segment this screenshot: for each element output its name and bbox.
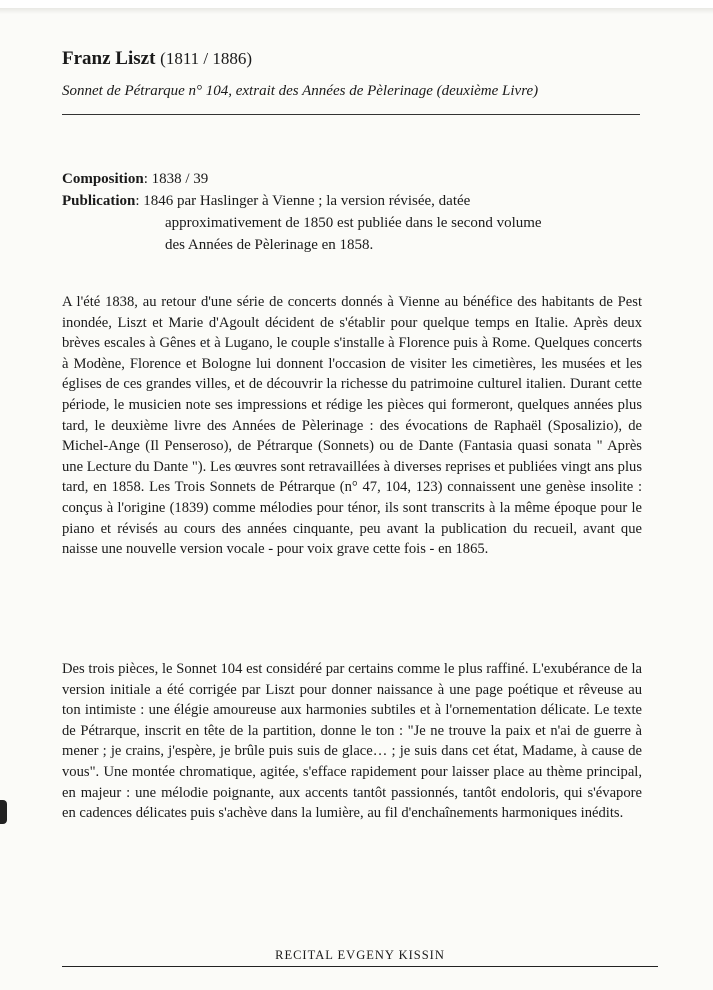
composition-row xyxy=(62,168,622,190)
body-paragraph-2: Des trois pièces, le Sonnet 104 est considéré par certains comme le plus raffiné. L'exubérance de la version initiale a été corrigée par Liszt pour donner naissance à une page poétique et rêveuse au ton intimiste : une élégie amoureuse aux harmonies subtiles et à l'ornementation délicate. Le texte de Pétrarque, inscrit en tête de la partition, donne le ton : "Je ne trouve la paix et n'ai de guerre à mener ; je crains, j'espère, je brûle puis suis de glace… ; je suis dans cet état, Madame, à cause de vous". Une montée chromatique, agitée, s'efface rapidement pour laisser place au thème principal, en majeur : une mélodie poignante, aux accents tantôt passionnés, tantôt endoloris, qui s'évapore en cadences délicates puis s'achève dans la lumière, au fil d'enchaînements harmoniques inédits. xyxy=(62,661,642,822)
header-divider xyxy=(62,114,640,115)
document-header xyxy=(62,46,640,115)
scan-margin-mark xyxy=(0,800,7,824)
composition-label: Composition xyxy=(62,171,144,187)
composer-name: Franz Liszt xyxy=(62,48,156,69)
composer-dates: (1811 / 1886) xyxy=(160,49,253,68)
publication-label: Publication xyxy=(62,193,136,209)
composition-value: : 1838 / 39 xyxy=(143,171,209,187)
body-paragraph-1: A l'été 1838, au retour d'une série de concerts donnés à Vienne au bénéfice des habitants de Pest inondée, Liszt et Marie d'Agoult décident de s'établir pour quelque temps en Italie. Après deux brèves escales à Gênes et à Lugano, le couple s'installe à Florence puis à Rome. Quelques concerts à Modène, Florence et Bologne lui donnent l'occasion de visiter les cimetières, les musées et les églises de ces grandes villes, et de découvrir la richesse du patrimoine culturel italien. Durant cette période, le musicien note ses impressions et rédige les pièces qui formeront, quelques années plus tard, le deuxième livre des Années de Pèlerinage : des évocations de Raphaël (Sposalizio), de Michel-Ange (Il Penseroso), de Pétrarque (Sonnets) ou de Dante (Fantasia quasi sonata " Après une Lecture du Dante "). Les œuvres sont retravaillées à diverses reprises et publiées vingt ans plus tard, en 1858. Les Trois Sonnets de Pétrarque (n° 47, 104, 123) connaissent une genèse insolite : conçus à l'origine (1839) comme mélodies pour ténor, ils sont transcrits à la même époque pour le piano et révisés au cours des années cinquante, peu avant la publication du recueil, avant que naisse une nouvelle version vocale - pour voix grave cette fois - en 1865. xyxy=(62,294,642,558)
footer-divider xyxy=(62,966,658,967)
footer-text: RECITAL EVGENY KISSIN xyxy=(275,948,445,962)
publication-info xyxy=(62,168,622,256)
piece-subtitle: Sonnet de Pétrarque n° 104, extrait des Années de Pèlerinage (deuxième Livre) xyxy=(62,83,539,99)
publication-row xyxy=(62,190,622,212)
publication-value-line2: approximativement de 1850 est publiée dans le second volume xyxy=(165,215,542,231)
publication-value-line3: des Années de Pèlerinage en 1858. xyxy=(165,237,374,253)
title-line xyxy=(62,46,640,72)
publication-value-line1: : 1846 par Haslinger à Vienne ; la version révisée, datée xyxy=(135,193,471,209)
scan-edge xyxy=(0,8,713,14)
